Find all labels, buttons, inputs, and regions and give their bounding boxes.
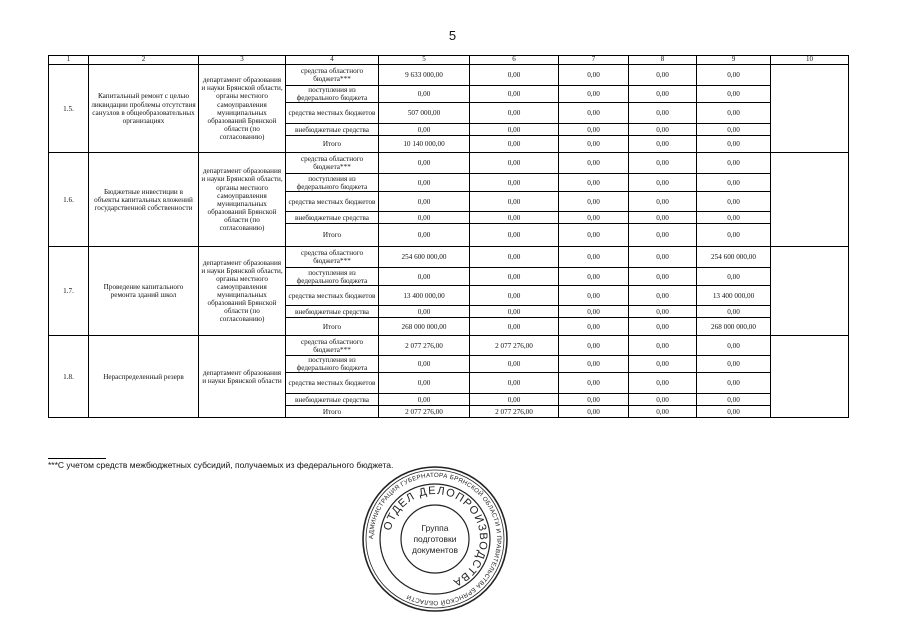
program-table [48,55,849,418]
amount-col8: 0,00 [629,124,697,136]
amount-col7: 0,00 [559,86,629,103]
amount-col5: 507 000,00 [379,103,470,124]
funding-source: средства областного бюджета*** [286,153,379,174]
column-header: 4 [286,56,379,65]
amount-col7: 0,00 [559,247,629,268]
amount-col5: 0,00 [379,174,470,192]
amount-col7: 0,00 [559,192,629,212]
amount-col9: 268 000 000,00 [697,318,771,336]
col10-empty [771,336,849,418]
amount-col5: 0,00 [379,192,470,212]
column-header: 6 [470,56,559,65]
table-row [49,65,849,86]
stamp-center-line: Группа [421,523,449,533]
funding-source: поступления из федерального бюджета [286,174,379,192]
column-header: 7 [559,56,629,65]
amount-col6: 0,00 [470,394,559,406]
table-row [49,247,849,268]
amount-col7: 0,00 [559,394,629,406]
amount-col8: 0,00 [629,153,697,174]
col10-empty [771,247,849,336]
amount-col8: 0,00 [629,86,697,103]
funding-source: средства областного бюджета*** [286,65,379,86]
amount-col8: 0,00 [629,247,697,268]
amount-col9: 0,00 [697,65,771,86]
amount-col5: 0,00 [379,86,470,103]
amount-col9: 0,00 [697,212,771,224]
funding-source: средства местных бюджетов [286,286,379,306]
funding-source: поступления из федерального бюджета [286,268,379,286]
department-stamp [361,465,509,613]
amount-col7: 0,00 [559,224,629,247]
amount-col5: 13 400 000,00 [379,286,470,306]
amount-col7: 0,00 [559,124,629,136]
funding-source: Итого [286,406,379,418]
column-header: 10 [771,56,849,65]
amount-col7: 0,00 [559,268,629,286]
column-header: 1 [49,56,89,65]
funding-source: Итого [286,318,379,336]
amount-col6: 0,00 [470,373,559,394]
amount-col5: 0,00 [379,153,470,174]
funding-source: внебюджетные средства [286,394,379,406]
column-header: 9 [697,56,771,65]
amount-col5: 0,00 [379,306,470,318]
amount-col5: 9 633 000,00 [379,65,470,86]
amount-col5: 0,00 [379,394,470,406]
table-header-row [49,56,849,65]
amount-col9: 0,00 [697,124,771,136]
amount-col8: 0,00 [629,65,697,86]
amount-col9: 0,00 [697,394,771,406]
footnote-divider [48,458,106,459]
amount-col8: 0,00 [629,356,697,373]
amount-col9: 0,00 [697,153,771,174]
amount-col8: 0,00 [629,306,697,318]
column-header: 2 [89,56,199,65]
funding-source: внебюджетные средства [286,124,379,136]
column-header: 8 [629,56,697,65]
amount-col6: 0,00 [470,268,559,286]
amount-col9: 0,00 [697,356,771,373]
amount-col5: 254 600 000,00 [379,247,470,268]
amount-col7: 0,00 [559,212,629,224]
amount-col6: 0,00 [470,286,559,306]
amount-col7: 0,00 [559,318,629,336]
funding-source: средства местных бюджетов [286,103,379,124]
amount-col9: 0,00 [697,103,771,124]
amount-col9: 0,00 [697,192,771,212]
amount-col5: 10 140 000,00 [379,136,470,153]
amount-col6: 0,00 [470,65,559,86]
amount-col8: 0,00 [629,192,697,212]
amount-col5: 2 077 276,00 [379,336,470,356]
executor: департамент образования и науки Брянской области, органы местного самоуправления муниципальных образований Брянской области (по согласованию) [199,153,286,247]
amount-col6: 0,00 [470,153,559,174]
amount-col7: 0,00 [559,356,629,373]
amount-col9: 0,00 [697,86,771,103]
table-row [49,336,849,356]
funding-source: Итого [286,136,379,153]
amount-col6: 0,00 [470,306,559,318]
amount-col9: 0,00 [697,224,771,247]
amount-col8: 0,00 [629,103,697,124]
amount-col8: 0,00 [629,136,697,153]
amount-col6: 0,00 [470,356,559,373]
item-number: 1.7. [49,247,89,336]
funding-source: средства местных бюджетов [286,373,379,394]
amount-col6: 0,00 [470,136,559,153]
amount-col7: 0,00 [559,103,629,124]
amount-col8: 0,00 [629,406,697,418]
amount-col8: 0,00 [629,336,697,356]
amount-col5: 0,00 [379,224,470,247]
amount-col6: 0,00 [470,86,559,103]
column-header: 3 [199,56,286,65]
item-name: Проведение капитального ремонта зданий школ [89,247,199,336]
col10-empty [771,65,849,153]
amount-col5: 0,00 [379,268,470,286]
amount-col5: 0,00 [379,212,470,224]
amount-col7: 0,00 [559,336,629,356]
amount-col7: 0,00 [559,286,629,306]
amount-col7: 0,00 [559,406,629,418]
funding-source: поступления из федерального бюджета [286,86,379,103]
amount-col6: 0,00 [470,174,559,192]
table-row [49,153,849,174]
amount-col6: 0,00 [470,212,559,224]
amount-col5: 2 077 276,00 [379,406,470,418]
amount-col6: 2 077 276,00 [470,406,559,418]
funding-source: поступления из федерального бюджета [286,356,379,373]
funding-source: средства областного бюджета*** [286,336,379,356]
amount-col8: 0,00 [629,212,697,224]
amount-col7: 0,00 [559,136,629,153]
item-name: Бюджетные инвестиции в объекты капитальных вложений государственной собственности [89,153,199,247]
amount-col6: 0,00 [470,124,559,136]
item-name: Нераспределенный резерв [89,336,199,418]
amount-col9: 0,00 [697,136,771,153]
amount-col6: 0,00 [470,192,559,212]
amount-col5: 0,00 [379,356,470,373]
item-number: 1.8. [49,336,89,418]
executor: департамент образования и науки Брянской области [199,336,286,418]
amount-col9: 254 600 000,00 [697,247,771,268]
col10-empty [771,153,849,247]
amount-col5: 0,00 [379,124,470,136]
item-number: 1.6. [49,153,89,247]
amount-col7: 0,00 [559,373,629,394]
item-name: Капитальный ремонт с целью ликвидации проблемы отсутствия санузлов в общеобразовательных организациях [89,65,199,153]
executor: департамент образования и науки Брянской области, органы местного самоуправления муниципальных образований Брянской области (по согласованию) [199,65,286,153]
amount-col6: 2 077 276,00 [470,336,559,356]
amount-col9: 0,00 [697,306,771,318]
amount-col9: 0,00 [697,268,771,286]
amount-col9: 0,00 [697,406,771,418]
stamp-outer-text: АДМИНИСТРАЦИЯ ГУБЕРНАТОРА БРЯНСКОЙ ОБЛАСТИ И ПРАВИТЕЛЬСТВА БРЯНСКОЙ ОБЛАСТИ [367,471,503,607]
amount-col8: 0,00 [629,318,697,336]
amount-col8: 0,00 [629,286,697,306]
amount-col6: 0,00 [470,103,559,124]
amount-col7: 0,00 [559,65,629,86]
page-number: 5 [448,28,457,43]
funding-source: внебюджетные средства [286,212,379,224]
amount-col5: 0,00 [379,373,470,394]
funding-source: средства местных бюджетов [286,192,379,212]
stamp-center-line: подготовки [413,534,457,544]
amount-col9: 0,00 [697,336,771,356]
amount-col8: 0,00 [629,394,697,406]
amount-col6: 0,00 [470,318,559,336]
amount-col5: 268 000 000,00 [379,318,470,336]
amount-col6: 0,00 [470,247,559,268]
funding-source: средства областного бюджета*** [286,247,379,268]
amount-col9: 13 400 000,00 [697,286,771,306]
column-header: 5 [379,56,470,65]
executor: департамент образования и науки Брянской области, органы местного самоуправления муниципальных образований Брянской области (по согласованию) [199,247,286,336]
amount-col7: 0,00 [559,306,629,318]
footnote: ***С учетом средств межбюджетных субсидий, получаемых из федерального бюджета. [48,460,394,470]
amount-col7: 0,00 [559,174,629,192]
amount-col9: 0,00 [697,174,771,192]
item-number: 1.5. [49,65,89,153]
amount-col8: 0,00 [629,268,697,286]
amount-col8: 0,00 [629,373,697,394]
stamp-middle-text: ОТДЕЛ ДЕЛОПРОИЗВОДСТВА [381,484,490,589]
amount-col7: 0,00 [559,153,629,174]
amount-col8: 0,00 [629,224,697,247]
funding-source: внебюджетные средства [286,306,379,318]
funding-source: Итого [286,224,379,247]
amount-col6: 0,00 [470,224,559,247]
amount-col9: 0,00 [697,373,771,394]
amount-col8: 0,00 [629,174,697,192]
stamp-center-line: документов [412,545,458,555]
